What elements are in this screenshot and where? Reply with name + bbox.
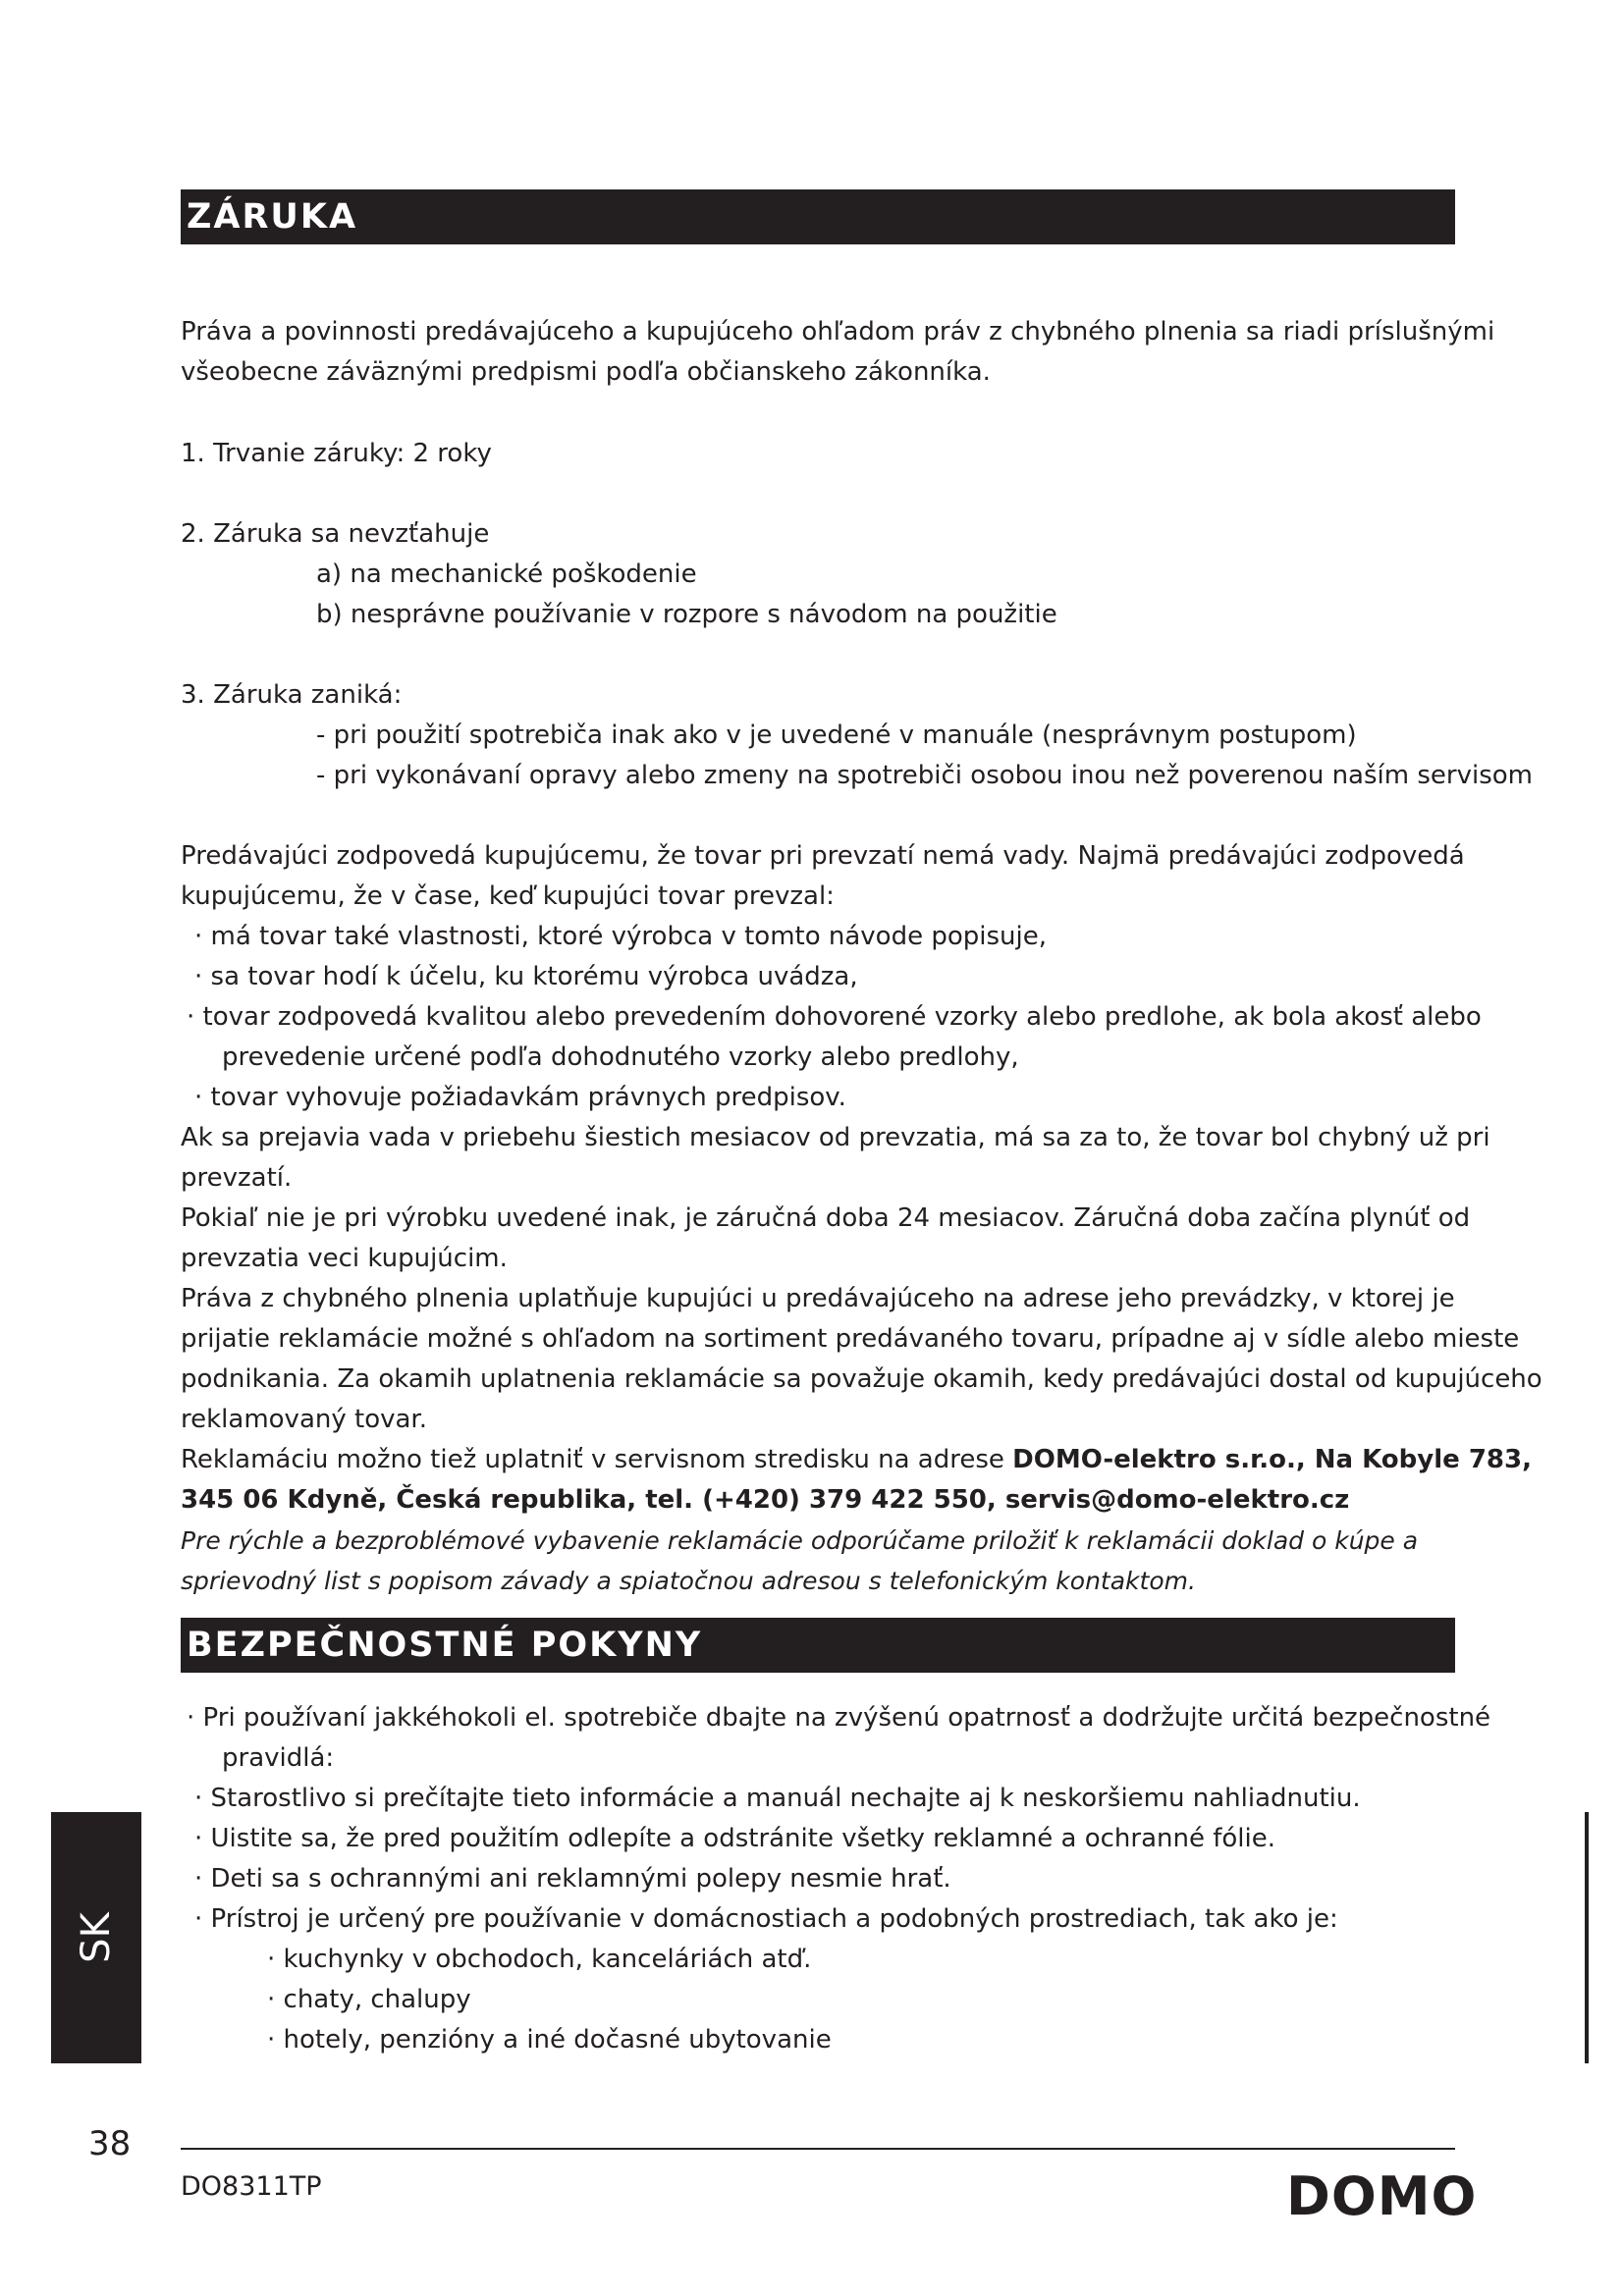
seller-line: kupujúcemu, že v čase, keď kupujúci tovar prevzal:	[181, 881, 835, 911]
seller-line: Pokiaľ nie je pri výrobku uvedené inak, je záručná doba 24 mesiacov. Záručná doba začína plynúť od	[181, 1203, 1471, 1233]
service-note-1: Pre rýchle a bezproblémové vybavenie reklamácie odporúčame priložiť k reklamácii doklad o kúpe a	[181, 1526, 1419, 1555]
service-note-2: sprievodný list s popisom závady a spiatočnou adresou s telefonickým kontaktom.	[181, 1567, 1196, 1595]
margin-bar	[1585, 1812, 1589, 2063]
seller-line: Predávajúci zodpovedá kupujúcemu, že tovar pri prevzatí nemá vady. Najmä predávajúci zodpovedá	[181, 841, 1465, 871]
page-number: 38	[88, 2124, 132, 2163]
seller-line: prevzatia veci kupujúcim.	[181, 1244, 508, 1273]
seller-bullet: · tovar vyhovuje požiadavkám právnych predpisov.	[194, 1083, 846, 1112]
intro-line-1: Práva a povinnosti predávajúceho a kupujúceho ohľadom práv z chybného plnenia sa riadi príslušnými	[181, 317, 1495, 347]
seller-bullet-cont: prevedenie určené podľa dohodnutého vzorky alebo predlohy,	[222, 1042, 1019, 1072]
safety-subitem: · kuchynky v obchodoch, kanceláriách atď.	[267, 1945, 812, 1974]
warranty-item-2a: a) na mechanické poškodenie	[316, 560, 697, 589]
language-label: SK	[74, 1912, 119, 1963]
service-contact: 345 06 Kdyně, Česká republika, tel. (+420) 379 422 550, servis@domo-elektro.cz	[181, 1485, 1350, 1515]
language-tab	[51, 1812, 141, 2063]
section-title-safety: BEZPEČNOSTNÉ POKYNY	[181, 1618, 1455, 1673]
footer-divider	[181, 2148, 1455, 2150]
warranty-item-2: 2. Záruka sa nevzťahuje	[181, 519, 490, 549]
seller-line: Ak sa prejavia vada v priebehu šiestich mesiacov od prevzatia, má sa za to, že tovar bol chybný už pri	[181, 1123, 1490, 1152]
intro-line-2: všeobecne záväznými predpismi podľa občianskeho zákonníka.	[181, 357, 991, 387]
seller-line: Práva z chybného plnenia uplatňuje kupujúci u predávajúceho na adrese jeho prevádzky, v ktorej je	[181, 1284, 1455, 1313]
seller-bullet: · má tovar také vlastnosti, ktoré výrobca v tomto návode popisuje,	[194, 922, 1048, 951]
safety-line: · Starostlivo si prečítajte tieto informácie a manuál nechajte aj k neskoršiemu nahliadnutiu.	[194, 1784, 1361, 1813]
seller-bullet: · sa tovar hodí k účelu, ku ktorému výrobca uvádza,	[194, 962, 858, 991]
safety-subitem: · chaty, chalupy	[267, 1985, 471, 2014]
domo-logo: DOMO	[1286, 2165, 1478, 2227]
section-title-zaruka: ZÁRUKA	[181, 189, 1455, 244]
seller-line: podnikania. Za okamih uplatnenia reklamácie sa považuje okamih, kedy predávajúci dostal od kupujúceho	[181, 1364, 1543, 1394]
service-line-1	[181, 1440, 1532, 1480]
warranty-item-3b: - pri vykonávaní opravy alebo zmeny na spotrebiči osobou inou než poverenou naším servisom	[316, 761, 1533, 790]
safety-line: · Prístroj je určený pre používanie v domácnostiach a podobných prostrediach, tak ako je:	[194, 1904, 1338, 1934]
seller-bullet: · tovar zodpovedá kvalitou alebo prevedením dohovorené vzorky alebo predlohe, ak bola akosť alebo	[187, 1002, 1482, 1032]
safety-line: · Pri používaní jakkéhokoli el. spotrebiče dbajte na zvýšenú opatrnosť a dodržujte určitá bezpečnostné	[187, 1703, 1491, 1733]
safety-line: pravidlá:	[222, 1743, 335, 1773]
warranty-item-1: 1. Trvanie záruky: 2 roky	[181, 439, 492, 468]
seller-line: prevzatí.	[181, 1163, 293, 1193]
warranty-item-3: 3. Záruka zaniká:	[181, 680, 403, 710]
safety-line: · Uistite sa, že pred použitím odlepíte a odstránite všetky reklamné a ochranné fólie.	[194, 1824, 1276, 1853]
warranty-item-3a: - pri použití spotrebiča inak ako v je uvedené v manuále (nesprávnym postupom)	[316, 721, 1357, 750]
service-address: DOMO-elektro s.r.o., Na Kobyle 783,	[1012, 1445, 1532, 1474]
model-number: DO8311TP	[181, 2171, 322, 2202]
warranty-item-2b: b) nesprávne používanie v rozpore s návodom na použitie	[316, 600, 1057, 629]
service-prefix: Reklamáciu možno tiež uplatniť v servisnom stredisku na adrese	[181, 1445, 1013, 1474]
seller-line: reklamovaný tovar.	[181, 1405, 427, 1434]
safety-line: · Deti sa s ochrannými ani reklamnými polepy nesmie hrať.	[194, 1864, 951, 1894]
seller-line: prijatie reklamácie možné s ohľadom na sortiment predávaného tovaru, prípadne aj v sídle alebo mieste	[181, 1324, 1520, 1354]
safety-subitem: · hotely, penzióny a iné dočasné ubytovanie	[267, 2025, 832, 2055]
